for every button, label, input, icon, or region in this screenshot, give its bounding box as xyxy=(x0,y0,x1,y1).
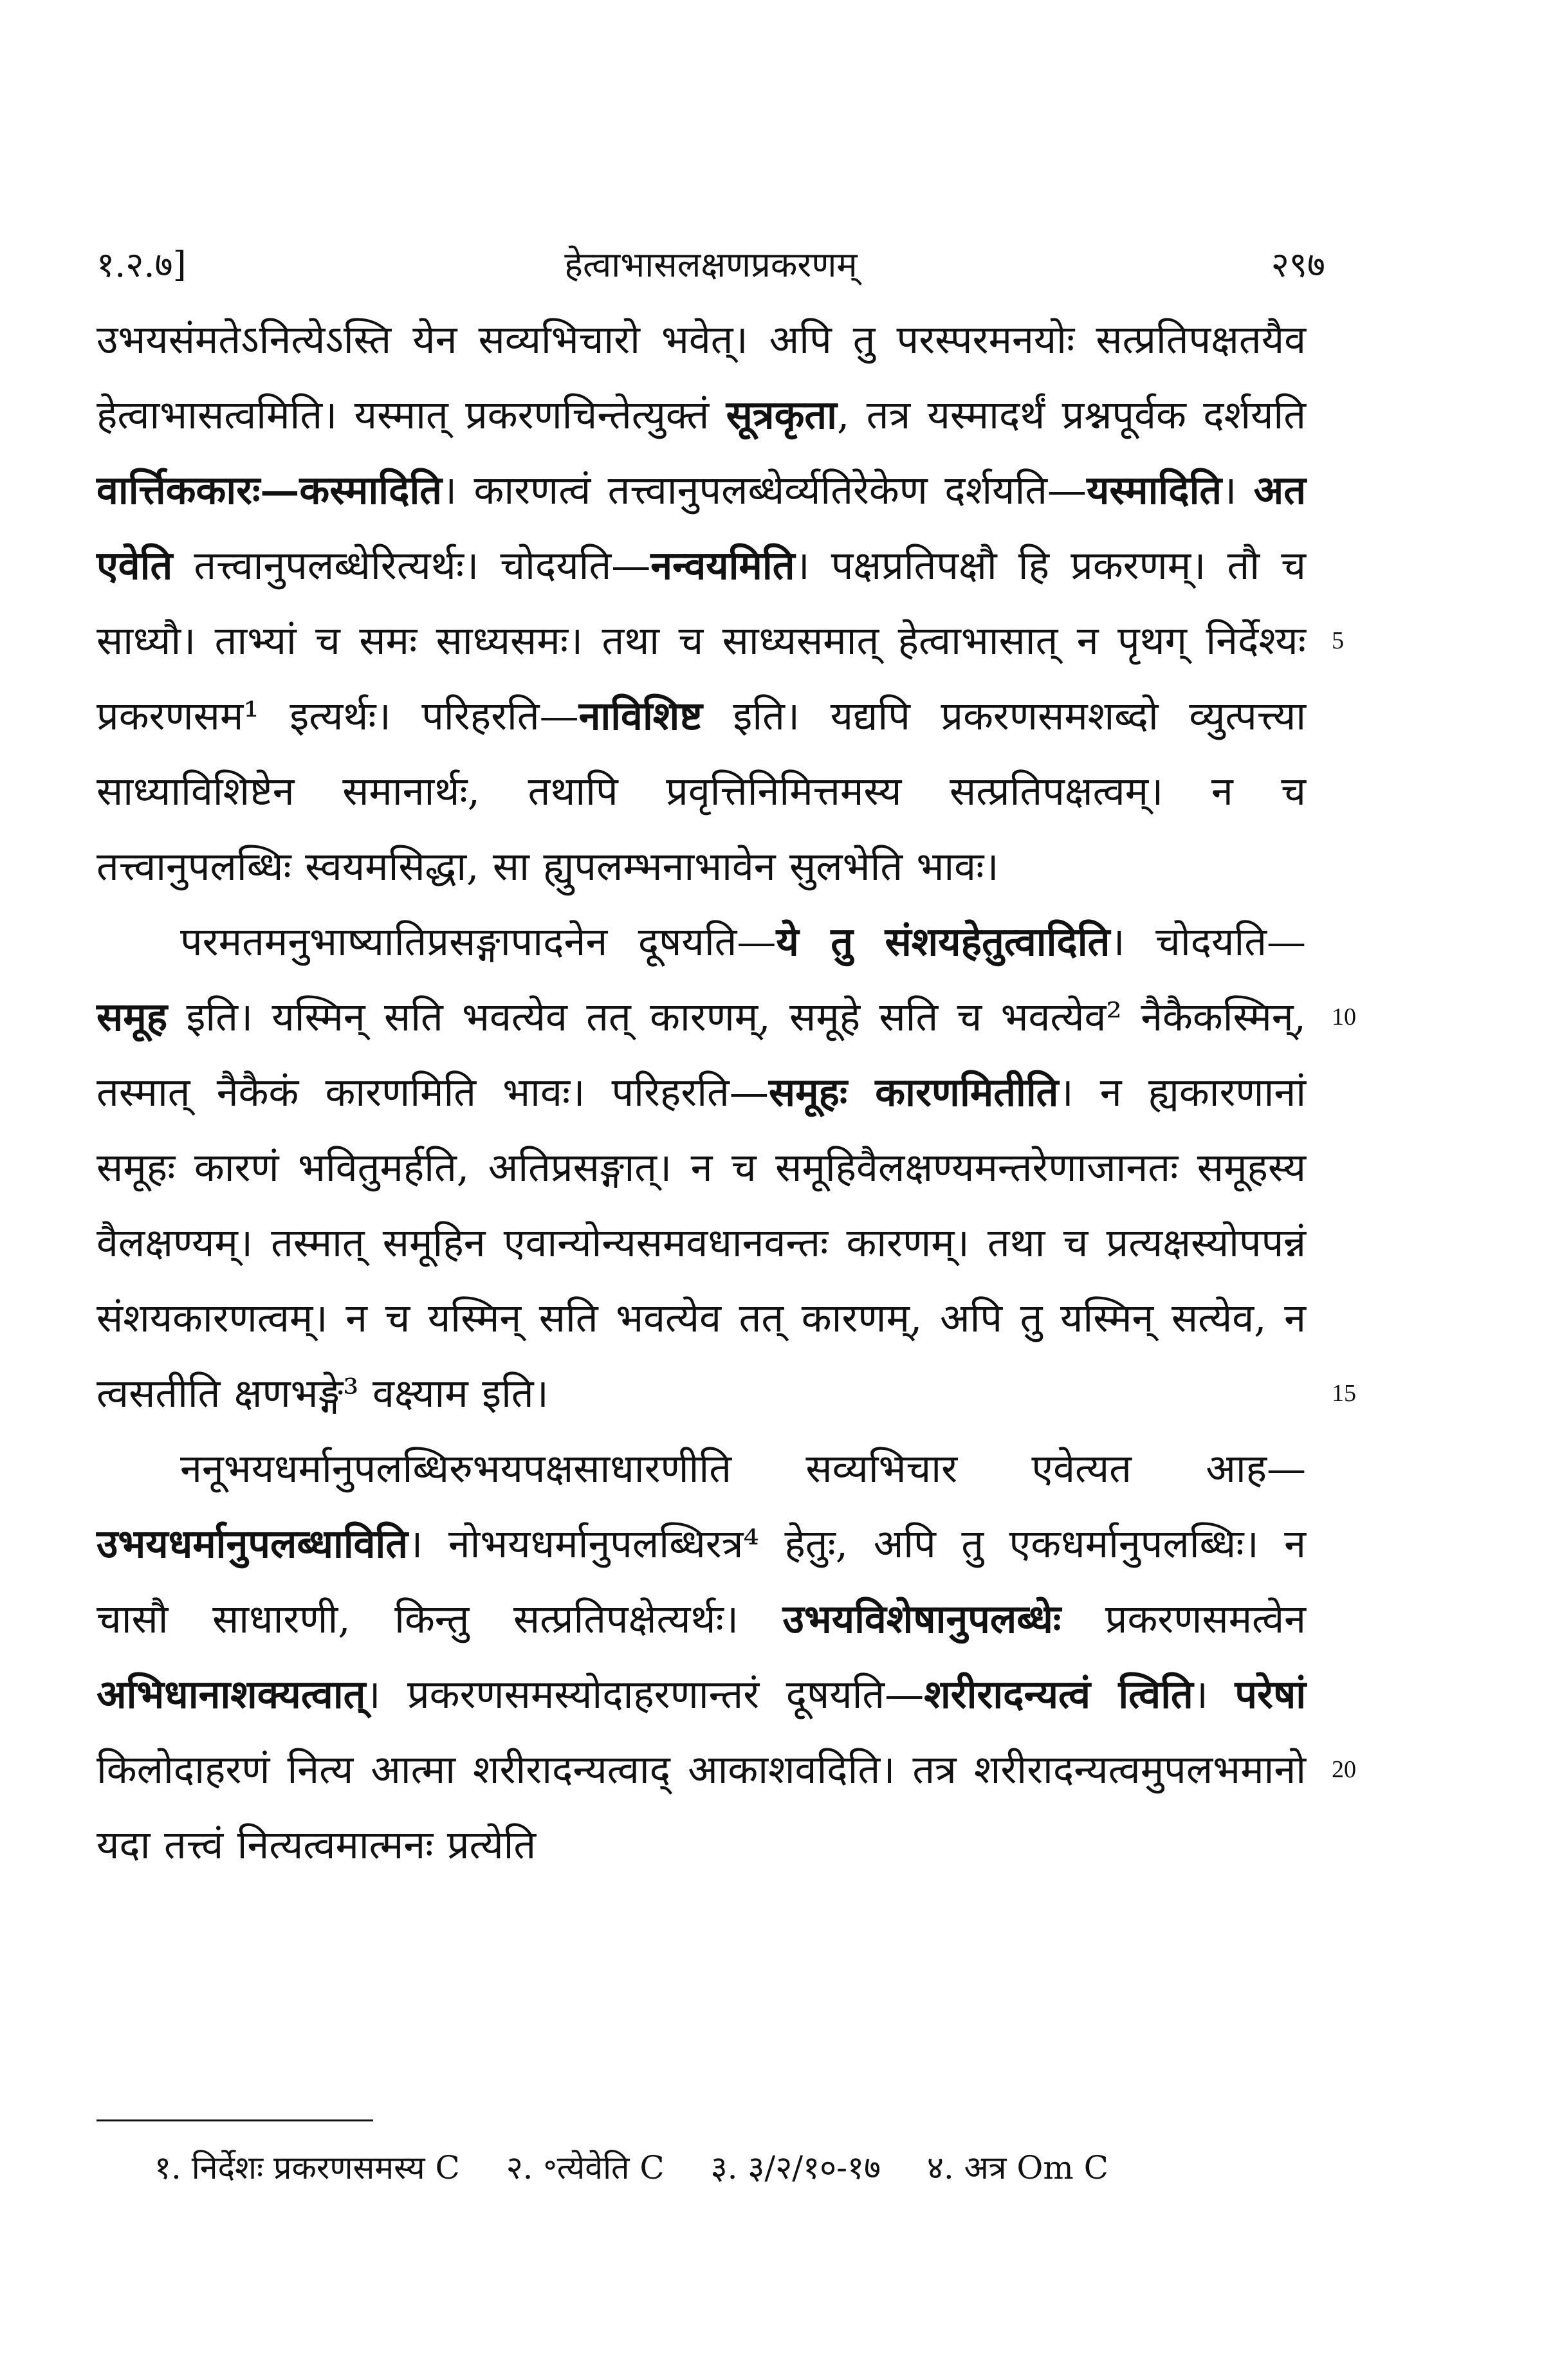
commentary-text: उभयसंमतेऽनित्येऽस्ति येन सव्यभिचारो भवेत्। अपि तु परस्परमनयोः सत्प्रतिपक्षतयैव हेत्वाभासत्वमिति। यस्मात् प्रकरणचिन्तेत्युक्तं xyxy=(96,317,1306,438)
section-reference: १.२.७] xyxy=(96,244,187,285)
paragraph xyxy=(96,1431,1306,1883)
lemma-text: नाविशिष्ट xyxy=(578,693,703,739)
lemma-text: समूह xyxy=(96,994,168,1040)
running-head xyxy=(96,239,1325,291)
lemma-text: वार्त्तिककारः—कस्मादिति xyxy=(96,468,443,513)
commentary-text: । प्रकरणसमस्योदाहरणान्तरं दूषयति— xyxy=(365,1672,924,1717)
paragraph xyxy=(96,302,1306,904)
commentary-text: तत्त्वानुपलब्धेरित्यर्थः। चोदयति— xyxy=(172,543,651,589)
footnote-2: २. ॰त्येवेति C xyxy=(506,2149,665,2186)
lemma-text: ये तु संशयहेतुत्वादिति xyxy=(776,919,1110,965)
lemma-text: अत एवेति xyxy=(96,468,1306,589)
line-number: 5 xyxy=(1332,627,1344,654)
line-number: 20 xyxy=(1332,1756,1356,1783)
commentary-text: प्रकरणसमत्वेन xyxy=(1061,1597,1306,1642)
commentary-text: ननूभयधर्मानुपलब्धिरुभयपक्षसाधारणीति सव्यभिचार एवेत्यत आह— xyxy=(180,1446,1306,1492)
commentary-text: । चोदयति— xyxy=(1110,919,1306,965)
footnote-3: ३. ३/२/१०-१७ xyxy=(710,2149,881,2186)
lemma-text: अभिधानाशक्यत्वात् xyxy=(96,1672,366,1717)
commentary-text: । xyxy=(1193,1672,1235,1717)
line-number: 15 xyxy=(1332,1380,1356,1407)
lemma-text: नन्वयमिति xyxy=(650,543,795,589)
footnotes xyxy=(154,2142,1345,2193)
commentary-text: इति। यद्यपि प्रकरणसमशब्दो व्युत्पत्त्या साध्याविशिष्टेन समानार्थः, तथापि प्रवृत्तिनिमित्तमस्य सत्प्रतिपक्षत्वम्। न च तत्त्वानुपलब्धिः स्वयमसिद्धा, सा ह्युपलम्भनाभावेन सुलभेति भावः। xyxy=(96,693,1306,890)
commentary-text: । नोभयधर्मानुपलब्धिरत्र⁴ हेतुः, अपि तु एकधर्मानुपलब्धिः। न चासौ साधारणी, किन्तु सत्प्रतिपक्षेत्यर्थः। xyxy=(96,1521,1306,1642)
lemma-text: यस्मादिति xyxy=(1087,468,1222,513)
lemma-text: उभयधर्मानुपलब्धाविति xyxy=(96,1521,409,1567)
paragraph xyxy=(96,904,1306,1431)
lemma-text: सूत्रकृता xyxy=(726,392,837,438)
lemma-text: उभयविशेषानुपलब्धेः xyxy=(782,1597,1062,1642)
page-number: २९७ xyxy=(1271,244,1325,285)
footnote-4: ४. अत्र Om C xyxy=(926,2149,1108,2186)
lemma-text: शरीरादन्यत्वं त्विति xyxy=(924,1672,1193,1717)
line-number: 10 xyxy=(1332,1003,1356,1030)
lemma-text: समूहः कारणमितीति xyxy=(768,1070,1059,1115)
commentary-text: इति। यस्मिन् सति भवत्येव तत् कारणम्, समूहे सति च भवत्येव² नैकैकस्मिन्, तस्मात् नैकैकं कारणमिति भावः। परिहरति— xyxy=(96,994,1306,1115)
commentary-text: । xyxy=(1222,468,1254,513)
footnote-rule xyxy=(96,2119,373,2121)
commentary-text: । न ह्यकारणानां समूहः कारणं भवितुमर्हति, अतिप्रसङ्गात्। न च समूहिवैलक्षण्यमन्तरेणाजानतः समूहस्य वैलक्षण्यम्। तस्मात् समूहिन एवान्योन्यसमवधानवन्तः कारणम्। तथा च प्रत्यक्षस्योपपन्नं संशयकारणत्वम्। न च यस्मिन् सति भवत्येव तत् कारणम्, अपि तु यस्मिन् सत्येव, न त्वसतीति क्षणभङ्गे³ वक्ष्याम इति। xyxy=(96,1070,1306,1416)
lemma-text: परेषां xyxy=(1235,1672,1307,1717)
commentary-body xyxy=(96,302,1306,1883)
footnote-1: १. निर्देशः प्रकरणसमस्य C xyxy=(154,2149,460,2186)
commentary-text: । कारणत्वं तत्त्वानुपलब्धेर्व्यतिरेकेण दर्शयति— xyxy=(442,468,1087,513)
chapter-title: हेत्वाभासलक्षणप्रकरणम् xyxy=(564,244,858,285)
commentary-text: किलोदाहरणं नित्य आत्मा शरीरादन्यत्वाद् आकाशवदिति। तत्र शरीरादन्यत्वमुपलभमानो यदा तत्त्वं नित्यत्वमात्मनः प्रत्येति xyxy=(96,1747,1306,1868)
commentary-text: परमतमनुभाष्यातिप्रसङ्गापादनेन दूषयति— xyxy=(180,919,777,965)
commentary-text: , तत्र यस्मादर्थं प्रश्नपूर्वक दर्शयति xyxy=(836,392,1306,438)
commentary-text: । पक्षप्रतिपक्षौ हि प्रकरणम्। तौ च साध्यौ। ताभ्यां च समः साध्यसमः। तथा च साध्यसमात् हेत्वाभासात् न पृथग् निर्देश्यः प्रकरणसम¹ इत्यर्थः। परिहरति— xyxy=(96,543,1306,739)
